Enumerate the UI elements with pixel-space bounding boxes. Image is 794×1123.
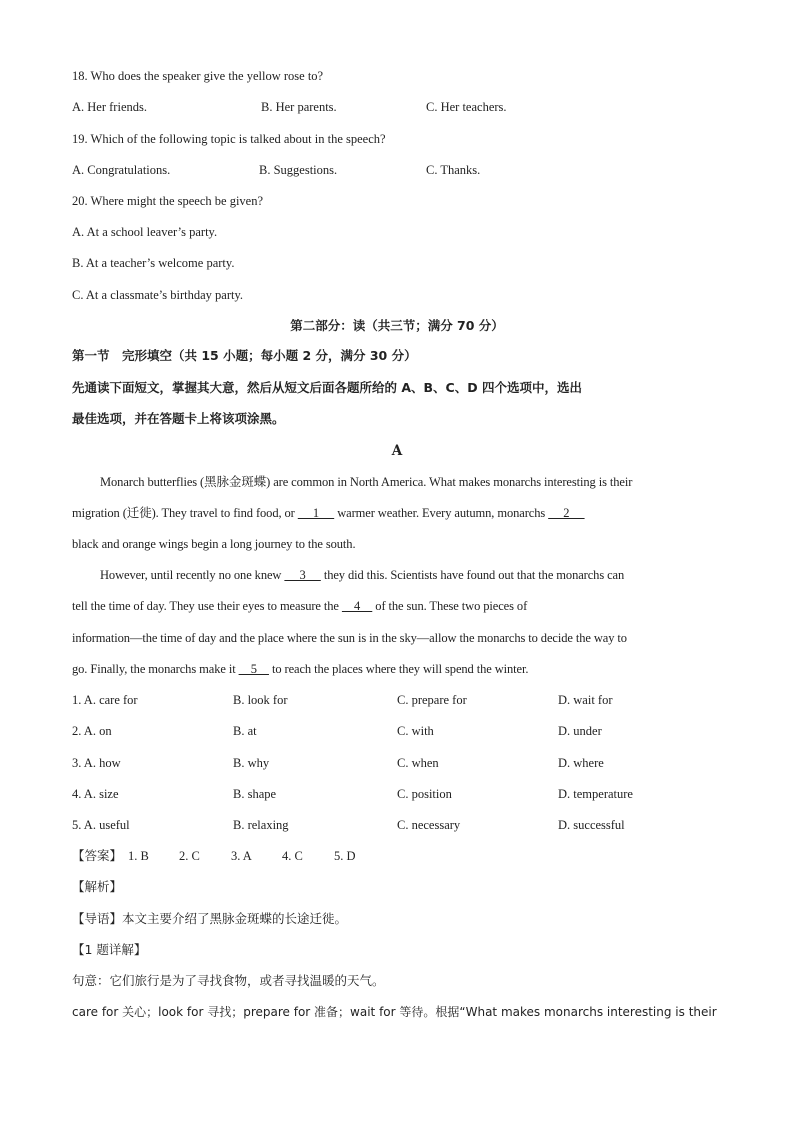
cloze-3-option-b: B. why bbox=[233, 756, 270, 770]
blank-2: 2 bbox=[548, 506, 585, 520]
passage-text: tell the time of day. They use their eyes to measure the bbox=[72, 599, 342, 613]
question-18-option-b: B. Her parents. bbox=[261, 100, 337, 114]
analysis-label: 【解析】 bbox=[72, 879, 123, 894]
blank-5: 5 bbox=[238, 662, 269, 676]
explanation-line: care for 关心；look for 寻找；prepare for 准备；wait for 等待。根据“What makes monarchs interesting is their bbox=[72, 1005, 717, 1019]
instructions-line-1: 先通读下面短文，掌握其大意，然后从短文后面各题所给的 A、B、C、D 四个选项中，选出 bbox=[72, 380, 582, 395]
cloze-1-option-d: D. wait for bbox=[558, 693, 613, 707]
cloze-5-option-d: D. successful bbox=[558, 818, 625, 832]
cloze-4-option-c: C. position bbox=[397, 787, 452, 801]
question-20-option-b: B. At a teacher’s welcome party. bbox=[72, 256, 235, 270]
answer-label: 【答案】 bbox=[72, 848, 123, 863]
question-19-option-c: C. Thanks. bbox=[426, 163, 481, 177]
cloze-4-option-b: B. shape bbox=[233, 787, 277, 801]
instructions-line-2: 最佳选项，并在答题卡上将该项涂黑。 bbox=[72, 411, 285, 426]
cloze-2-option-c: C. with bbox=[397, 724, 434, 738]
passage-p2-line-4 bbox=[72, 661, 528, 677]
blank-3: 3 bbox=[284, 568, 321, 582]
cloze-1-option-c: C. prepare for bbox=[397, 693, 467, 707]
question-19-stem: 19. Which of the following topic is talked about in the speech? bbox=[72, 132, 386, 146]
passage-text: they did this. Scientists have found out that the monarchs can bbox=[320, 568, 625, 582]
cloze-2-option-b: B. at bbox=[233, 724, 257, 738]
question-20-option-a: A. At a school leaver’s party. bbox=[72, 225, 218, 239]
answer-3: 3. A bbox=[231, 849, 252, 863]
blank-4: 4 bbox=[341, 599, 373, 613]
cloze-3-option-d: D. where bbox=[558, 756, 604, 770]
question-18-option-c: C. Her teachers. bbox=[426, 100, 507, 114]
passage-p2-line-2 bbox=[72, 598, 527, 614]
cloze-1-option-b: B. look for bbox=[233, 693, 288, 707]
passage-text: black and orange wings begin a long journey to the south. bbox=[72, 537, 356, 551]
passage-p2-line-1 bbox=[100, 567, 624, 583]
passage-p2-line-3 bbox=[72, 630, 627, 646]
passage-text: go. Finally, the monarchs make it bbox=[72, 662, 239, 676]
section1-heading: 第一节 完形填空（共 15 小题；每小题 2 分，满分 30 分） bbox=[72, 348, 417, 363]
cloze-3-option-c: C. when bbox=[397, 756, 439, 770]
cloze-5-option-b: B. relaxing bbox=[233, 818, 289, 832]
question-19-option-a: A. Congratulations. bbox=[72, 163, 171, 177]
intro-text: 本文主要介绍了黑脉金斑蝶的长途迁徙。 bbox=[122, 911, 348, 926]
passage-p1-line-2 bbox=[72, 505, 585, 521]
sentence-meaning: 句意：它们旅行是为了寻找食物，或者寻找温暖的天气。 bbox=[72, 973, 385, 988]
question-20-stem: 20. Where might the speech be given? bbox=[72, 194, 264, 208]
detail-label: 【1 题详解】 bbox=[72, 942, 147, 957]
cloze-5-option-c: C. necessary bbox=[397, 818, 461, 832]
question-19-option-b: B. Suggestions. bbox=[259, 163, 338, 177]
passage-text: Monarch butterflies (黑脉金斑蝶) are common in North America. What makes monarchs interesting is their bbox=[100, 475, 633, 489]
answer-4: 4. C bbox=[282, 849, 303, 863]
blank-1: 1 bbox=[297, 506, 335, 520]
cloze-4-option-a: 4. A. size bbox=[72, 787, 119, 801]
question-20-option-c: C. At a classmate’s birthday party. bbox=[72, 288, 244, 302]
passage-label: A bbox=[391, 443, 403, 459]
passage-text: migration (迁徙). They travel to find food, or bbox=[72, 506, 298, 520]
passage-text: information—the time of day and the place where the sun is in the sky—allow the monarchs to decide the way to bbox=[72, 631, 627, 645]
passage-text: warmer weather. Every autumn, monarchs bbox=[334, 506, 549, 520]
cloze-4-option-d: D. temperature bbox=[558, 787, 633, 801]
intro-label: 【导语】 bbox=[72, 911, 123, 926]
cloze-2-option-d: D. under bbox=[558, 724, 602, 738]
question-18-option-a: A. Her friends. bbox=[72, 100, 147, 114]
part2-title: 第二部分：读（共三节；满分 70 分） bbox=[290, 318, 504, 333]
passage-text: However, until recently no one knew bbox=[100, 568, 285, 582]
cloze-2-option-a: 2. A. on bbox=[72, 724, 112, 738]
question-18-stem: 18. Who does the speaker give the yellow rose to? bbox=[72, 69, 324, 83]
cloze-3-option-a: 3. A. how bbox=[72, 756, 121, 770]
answer-5: 5. D bbox=[334, 849, 356, 863]
cloze-5-option-a: 5. A. useful bbox=[72, 818, 130, 832]
passage-text: of the sun. These two pieces of bbox=[372, 599, 528, 613]
analysis-intro bbox=[72, 911, 347, 927]
answer-1: 1. B bbox=[128, 849, 149, 863]
passage-text: to reach the places where they will spend the winter. bbox=[268, 662, 529, 676]
passage-p1-line-3 bbox=[72, 536, 355, 552]
passage-p1-line-1 bbox=[100, 474, 632, 490]
answer-2: 2. C bbox=[179, 849, 200, 863]
cloze-1-option-a: 1. A. care for bbox=[72, 693, 138, 707]
